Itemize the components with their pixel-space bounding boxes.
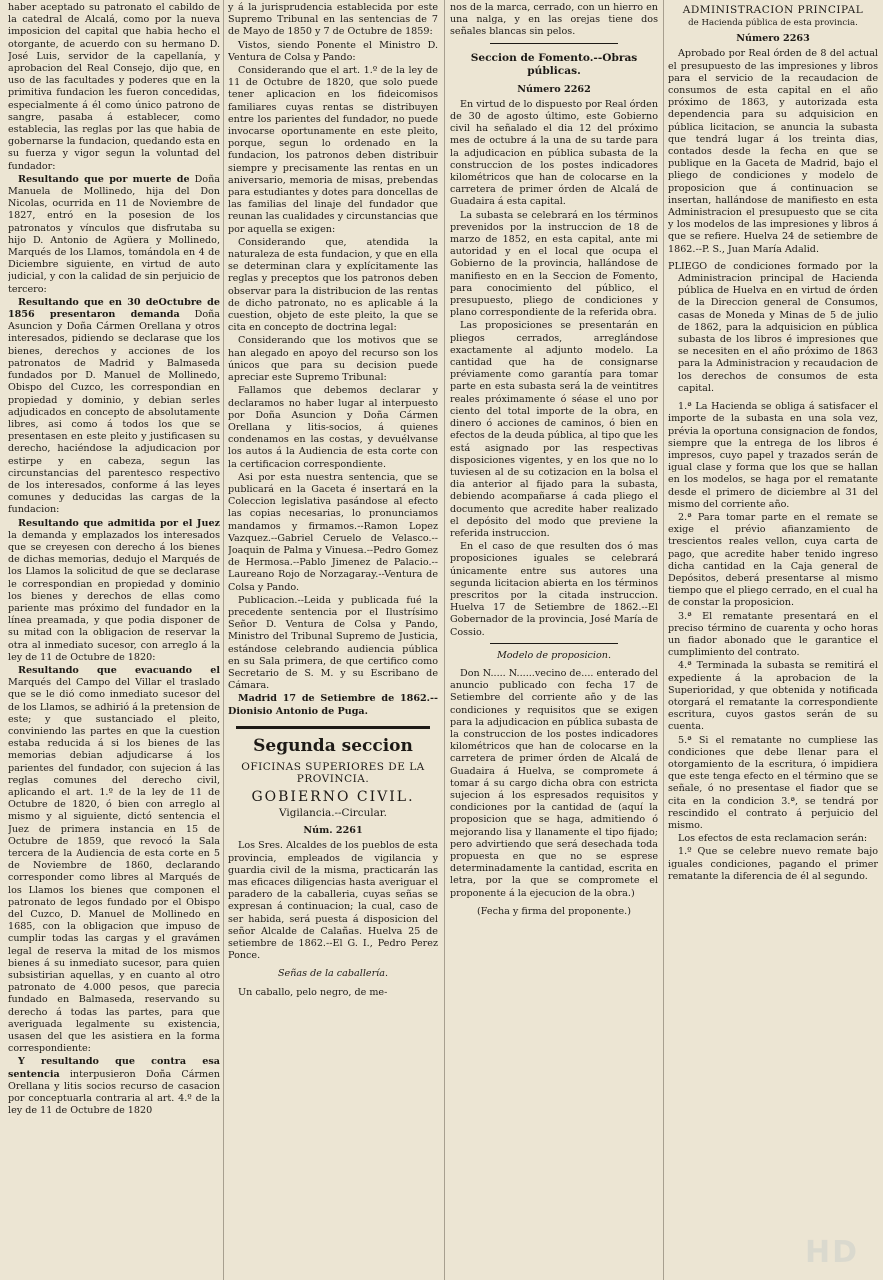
section-title: Segunda seccion xyxy=(253,735,413,756)
pliego-heading: PLIEGO de condiciones formado por la Administracion principal de Hacienda pública de Huelva en en virtud de órden de la Direccion general de Consumos, casas de Moneda y Minas de 5 de julio de 1862, para la adquisicion en pública subasta de los libros é impresiones que se necesiten en el año próximo de 1863 para la Administracion y recaudacion de los derechos de consumos de esta capital. xyxy=(668,260,878,394)
paragraph: Don N..... N......vecino de.... enterado del anuncio publicado con fecha 17 de Setiembre del corriente año y de las condiciones y requisitos que se exigen para la adjudicacion en pública subasta de la construccion de los postes indicadores kilométricos que han de colocarse en la carretera de primer órden de Alcalá de Guadaira á Huelva, se compromete á tomar á su cargo dicha obra con estricta sujecion á los espresados requisitos y condiciones por la cantidad de (aquí la proposicion que se haga, admitiendo ó mejorando lisa y llanamente el tipo fijado; pero advirtiendo que será desechada toda propuesta en que no se esprese determinadamente la cantidad, escrita en letra, por la que se compromete el proponente á la ejecucion de la obra.) xyxy=(450,667,658,899)
date-signature: Madrid 17 de Setiembre de 1862.--Dionisio Antonio de Puga. xyxy=(228,693,438,717)
paragraph-text: Marqués del Campo del Villar el traslado que se le dió como inmediato sucesor del de los Llamos, se adhirió á la pretension de este; y que sustanciado el pleito, conviniendo las partes en que la cuestion estaba reducida á si los bienes de las memorias debian adjudicarse á los parientes del fundador, con sujecion á las reglas comunes del derecho civil, aplicando el art. 1.º de la ley de 11 de Octubre de 1820, ó bien con arreglo al mismo y al siguiente, dictó sentencia el Juez de primera instancia en 15 de Octubre de 1859, que revocó la Sala tercera de la Audiencia de esta corte en 5 de Noviembre de 1860, declarando corresponder como libres al Marqués de los Llamos los bienes que componen el patronato de legos fundado por el Obispo del Cuzco, D. Manuel de Mollinedo en 1685, con la obligacion que impuso de cumplir todas las cargas y el gravámen legal de reserva la mitad de los mismos bienes á su inmediato sucesor, para quien subsistirian aquellas, y en cuanto al otro patronato de 4.000 pesos, que parecia fundado en Balmaseda, reservando su derecho á todas las partes, para que averiguada legalmente su existencia, usasen del que les asistiera en la forma correspondiente: xyxy=(8,677,220,1055)
column-divider xyxy=(223,0,224,1280)
lead-phrase: Resultando que admitida por el Juez xyxy=(18,517,220,529)
subheading: Modelo de proposicion. xyxy=(496,649,612,661)
column-divider xyxy=(663,0,664,1280)
column-3 xyxy=(450,2,658,1274)
paragraph: Los Sres. Alcaldes de los pueblos de esta provincia, empleados de vigilancia y guardia civil de la misma, practicarán las mas eficaces diligencias hasta averiguar el paradero de la caballeria, cuyas señas se expresan á continuacion; la cual, caso de ser habida, será puesta á disposicion del señor Alcalde de Calañas. Huelva 25 de setiembre de 1862.--El G. I., Pedro Perez Ponce. xyxy=(228,840,438,962)
administracion-subheading: de Hacienda pública de esta provincia. xyxy=(688,18,858,28)
paragraph: En virtud de lo dispuesto por Real órden de 30 de agosto último, este Gobierno civil ha señalado el dia 12 del próximo mes de octubre á la una de su tarde para la adjudicacion en pública subasta de la construccion de los postes indicadores kilométricos que han de colocarse en la carretera de primer órden de Alcalá de Guadaira á esta capital. xyxy=(450,98,658,208)
paragraph: La subasta se celebrará en los términos prevenidos por la instruccion de 18 de marzo de 1852, en esta capital, ante mi autoridad y en el local que ocupa el Gobierno de la provincia, hallándose de manifiesto en en la Seccion de Fomento, para conocimiento del público, el presupuesto, pliego de condiciones y plano correspondiente de la referida obra. xyxy=(450,209,658,319)
paragraph: Considerando que, atendida la naturaleza de esta fundacion, y que en ella se determinan clara y explícitamente las reglas y preceptos que los patronos deben observar para la distribucion de las rentas de dicho patronato, no es aplicable á la cuestion, objeto de este pleito, la que se cita en concepto de doctrina legal: xyxy=(228,236,438,334)
notice-number: Núm. 2261 xyxy=(303,825,363,837)
paragraph xyxy=(8,665,220,1056)
section-rule xyxy=(236,726,430,729)
column-2 xyxy=(228,2,438,1274)
condition-3: 3.ª El rematante presentará en el preciso término de cuarenta y ocho horas un fiador abonado que le garantice el cumplimiento del contrato. xyxy=(668,610,878,659)
paragraph xyxy=(8,297,220,517)
paragraph-text: Doña Asuncion y Doña Cármen Orellana y otros interesados, pidiendo se declarase que los bienes, derechos y acciones de los patronatos de Madrid y Balmaseda fundados por D. Manuel de Mollinedo, Obispo del Cuzco, les correspondian en propiedad y dominio, y debian serles adjudicados en concepto de absolutamente libres, asi como á todos los que se presentasen en este pleito y justificasen su derecho, haciéndose la adjudicacion por estirpe y en cabeza, segun las circunstancias del parentesco respectivo de los interesados, conforme á las leyes comunes y deducidas las cargas de la fundacion: xyxy=(8,309,220,516)
paragraph: Los efectos de esta reclamacion serán: xyxy=(678,833,868,845)
paragraph-text: Doña Manuela de Mollinedo, hija del Don Nicolas, ocurrida en 11 de Noviembre de 1827, entró en la posesion de los patronatos y vínculos que disfrutaba su hijo D. Antonio de Agüera y Mollinedo, Marqués de los Llamos, tomándola en 4 de Diciembre siguiente, en virtud de auto judicial, y con la calidad de sin perjuicio de tercero: xyxy=(8,173,220,295)
effect-1: 1.º Que se celebre nuevo remate bajo iguales condiciones, pagando el primer rematante la diferencia de él al segundo. xyxy=(668,846,878,882)
paragraph: Un caballo, pelo negro, de me- xyxy=(238,986,388,998)
gobierno-heading: GOBIERNO CIVIL. xyxy=(251,788,415,805)
lead-phrase: Resultando que evacuando el xyxy=(18,664,220,676)
paragraph: En el caso de que resulten dos ó mas proposiciones iguales se celebrará únicamente entre sus autores una segunda licitacion abierta en los términos prescritos por la citada instruccion. Huelva 17 de Setiembre de 1862.--El Gobernador de la provincia, José María de Cossio. xyxy=(450,541,658,638)
signature-line: (Fecha y firma del proponente.) xyxy=(477,905,631,917)
paragraph: haber aceptado su patronato el cabildo de la catedral de Alcalá, como por la nueva imposicion del capital que habia hecho el otorgante, de acuerdo con su hermano D. José Luis, servidor de la capellanía, y aprobacion del Real Consejo, dijo que, en uso de las facultades y poderes que en la primitiva fundacion les fueron concedidas, especialmente á él como único patrono de sangre, pasaba á establecer, como establecia, las reglas por las que habia de gobernarse la fundacion, quedando esta en su fuerza y vigor segun la voluntad del fundador: xyxy=(8,2,220,172)
paragraph: Aprobado por Real órden de 8 del actual el presupuesto de las impresiones y libros para el servicio de la recaudacion de consumos de esta capital en el año próximo de 1863, y autorizada esta dependencia para su adquisicion en pública licitacion, se anuncia la subasta que tendrá lugar á los treinta dias, contados desde la fecha en que se publique en la Gaceta de Madrid, bajo el pliego de condiciones y modelo de proposicion que á continuacion se insertan, hallándose de manifiesto en esta Administracion el presupuesto que se cita y los modelos de las impresiones y libros á que se refiere. Huelva 24 de setiembre de 1862.--P. S., Juan María Adalid. xyxy=(668,48,878,255)
paragraph: Las proposiciones se presentarán en pliegos cerrados, arreglándose exactamente al adjunto modelo. La cantidad que ha de consignarse préviamente como garantía para tomar parte en esta subasta será la de veintitres reales próximamente ó séase el uno por ciento del total importe de la obra, en dinero ó acciones de caminos, ó bien en efectos de la deuda pública, al tipo que les está asignado por las respectivas disposiciones vigentes, y en los que no lo tuviesen al de su cotizacion en la bolsa el dia anterior al fijado para la subasta, debiendo acompañarse á cada pliego el documento que acredite haber realizado el depósito del modo que previene la referida instruccion. xyxy=(450,320,658,539)
column-4 xyxy=(668,2,878,1274)
paragraph: Considerando que el art. 1.º de la ley de 11 de Octubre de 1820, que solo puede tener aplicacion en los fideicomisos familiares cuyas rentas se distribuyen entre los parientes del fundador, no puede invocarse oportunamente en este pleito, porque, segun lo ordenado en la fundacion, los patronos deben distribuir siempre y precisamente las rentas en un aniversario, memoria de misas, prebendas para estudiantes y dotes para doncellas de las familias del linaje del fundador que reunan las cualidades y circunstancias que por aquella se exigen: xyxy=(228,65,438,235)
paragraph xyxy=(8,174,220,296)
paragraph: Publicacion.--Leida y publicada fué la precedente sentencia por el Ilustrísimo Señor D. Ventura de Colsa y Pando, Ministro del Tribunal Supremo de Justicia, estándose celebrando audiencia pública en su Sala primera, de que certifico como Secretario de S. M. y su Escribano de Cámara. xyxy=(228,594,438,692)
column-divider xyxy=(444,0,445,1280)
condition-1: 1.ª La Hacienda se obliga á satisfacer el importe de la subasta en una sola vez, prévia la oportuna consignacion de fondos, siempre que la entrega de los libros é impresos, cuyo papel y trazados serán de igual clase y forma que los que se hallan en los modelos, se haga por el rematante desde el primero de diciembre al 31 del mismo del corriente año. xyxy=(668,401,878,510)
lead-phrase: Resultando que en 30 deOctubre de 1856 presentaron demanda xyxy=(8,296,220,321)
administracion-heading: ADMINISTRACION PRINCIPAL xyxy=(682,4,864,16)
notice-number: Número 2262 xyxy=(517,83,591,95)
paragraph-text: la demanda y emplazados los interesados que se creyesen con derecho á los bienes de dichas memorias, dedujo el Marqués de los Llamos la solicitud de que se declarase le correspondian en propiedad y dominio los bienes y derechos de ellas como pariente mas próximo del fundador en la línea preamada, y que podia disponer de su mitad con la obligacion de reservar la otra al inmediato sucesor, con arreglo á la ley de 11 de Octubre de 1820: xyxy=(8,529,220,663)
paragraph xyxy=(8,518,220,664)
library-watermark: HD xyxy=(804,1235,859,1270)
paragraph-text: interpusieron Doña Cármen Orellana y litis socios recurso de casacion por conceptuarla contraria al art. 4.º de la ley de 11 de Octubre de 1820 xyxy=(8,1068,220,1117)
notice-number: Número 2263 xyxy=(736,33,810,45)
paragraph: nos de la marca, cerrado, con un hierro en una nalga, y en las orejas tiene dos señales blancas sin pelos. xyxy=(450,2,658,38)
paragraph xyxy=(8,1056,220,1117)
fomento-heading: Seccion de Fomento.--Obras públicas. xyxy=(470,51,638,77)
divider xyxy=(490,643,618,644)
vigilancia-heading: Vigilancia.--Circular. xyxy=(279,806,387,819)
paragraph: y á la jurisprudencia establecida por este Supremo Tribunal en las sentencias de 7 de Mayo de 1850 y 7 de Octubre de 1859: xyxy=(228,2,438,38)
paragraph: Considerando que los motivos que se han alegado en apoyo del recurso son los únicos que para su decision puede apreciar este Supremo Tribunal: xyxy=(228,335,438,384)
paragraph: Asi por esta nuestra sentencia, que se publicará en la Gaceta é insertará en la Coleccion legislativa pasándose al efecto las copias necesarias, lo pronunciamos mandamos y firmamos.--Ramon Lopez Vazquez.--Gabriel Ceruelo de Velasco.--Joaquin de Palma y Vinuesa.--Pedro Gomez de Hermosa.--Pablo Jimenez de Palacio.--Laureano Rojo de Norzagaray.--Ventura de Colsa y Pando. xyxy=(228,471,438,593)
column-1 xyxy=(8,2,220,1274)
lead-phrase: Resultando que por muerte de xyxy=(18,173,190,185)
subheading: Señas de la caballería. xyxy=(277,968,389,980)
lead-phrase: Y resultando que contra esa sentencia xyxy=(8,1056,220,1080)
divider xyxy=(490,43,618,44)
paragraph: Vistos, siendo Ponente el Ministro D. Ventura de Colsa y Pando: xyxy=(228,39,438,63)
condition-2: 2.ª Para tomar parte en el remate se exige el prévio afianzamiento de trescientos reales vellon, cuya carta de pago, que acredite haber tenido ingreso dicha cantidad en la Caja general de Depósitos, deberá presentarse al mismo tiempo que el pliego cerrado, en el cual ha de constar la proposicion. xyxy=(668,511,878,609)
condition-4: 4.ª Terminada la subasta se remitirá el expediente á la aprobacion de la Superioridad, y que obtenida y notificada otorgará el rematante la correspondiente escritura, cuyos gastos serán de su cuenta. xyxy=(668,660,878,733)
paragraph: Fallamos que debemos declarar y declaramos no haber lugar al interpuesto por Doña Asuncion y Doña Cármen Orellana y litis-socios, á quienes condenamos en las costas, y devuélvanse los autos á la Audiencia de esta corte con la certificacion correspondiente. xyxy=(228,385,438,470)
condition-5: 5.ª Si el rematante no cumpliese las condiciones que debe llenar para el otorgamiento de la escritura, ó impidiera que este tenga efecto en el término que se señale, ó no presentase el fiador que se cita en la condicion 3.ª, se tendrá por rescindido el contrato á perjuicio del mismo. xyxy=(668,734,878,831)
offices-heading: OFICINAS SUPERIORES DE LA PROVINCIA. xyxy=(241,760,425,785)
